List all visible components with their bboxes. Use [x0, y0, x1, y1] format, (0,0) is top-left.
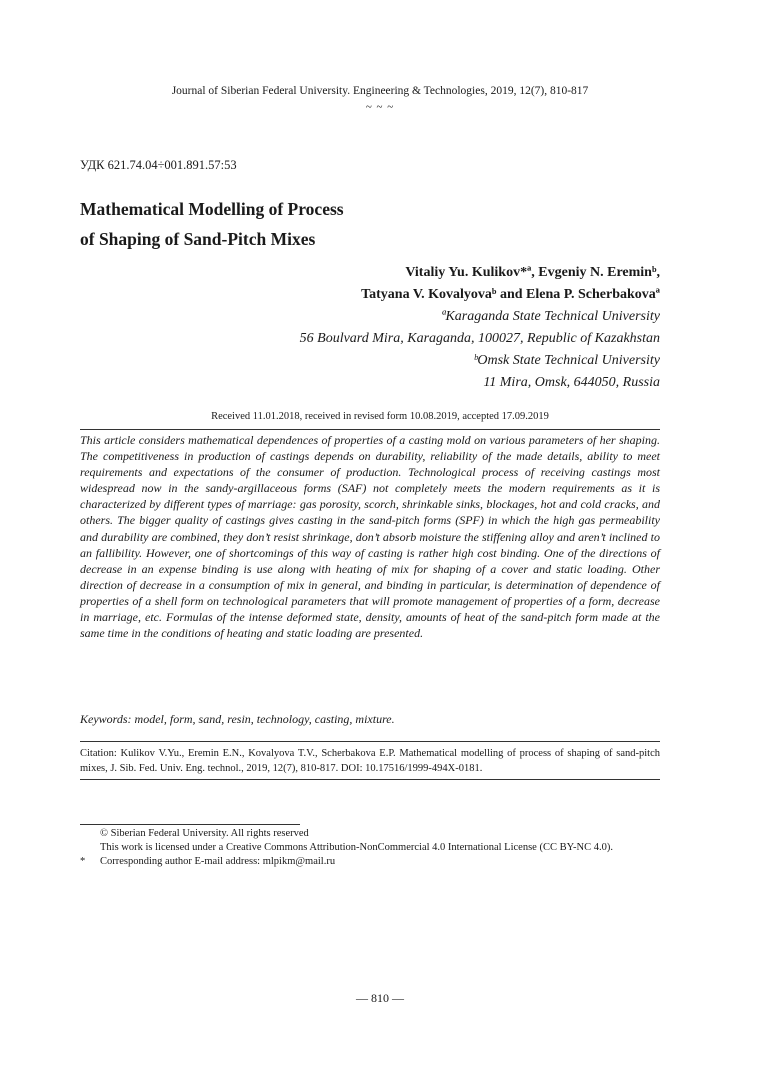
authors-line-2: Tatyana V. Kovalyovaᵇ and Elena P. Scherbakovaª — [361, 287, 660, 302]
footnote-rule — [80, 824, 300, 825]
corresponding-note — [80, 855, 680, 869]
license-text: This work is licensed under a Creative Commons Attribution-NonCommercial 4.0 International License (CC BY-NC 4.0). — [100, 842, 613, 853]
affiliation-line: 56 Boulvard Mira, Karaganda, 100027, Republic of Kazakhstan — [299, 331, 660, 346]
header-separator: ~ ~ ~ — [365, 101, 395, 113]
affiliations — [300, 306, 660, 394]
asterisk-mark: * — [80, 856, 86, 867]
title-line-1: Mathematical Modelling of Process — [80, 199, 344, 219]
authors-line-1: Vitaliy Yu. Kulikov*ª, Evgeniy N. Ereminᵇ, — [405, 265, 660, 280]
journal-header: Journal of Siberian Federal University. Engineering & Technologies, 2019, 12(7), 810-817 — [171, 85, 589, 97]
license-note — [80, 841, 680, 855]
copyright-note — [80, 827, 680, 841]
abstract: This article considers mathematical dependences of properties of a casting mold on various parameters of her shaping. The competitiveness in production of castings depends on durability, reliability of the made details, ability to meet requirements and expectations of the consumer of production. Technological process of receiving castings most widespread now in the sandy-argillaceous forms (SAF) not completely meets the modern requirements as it is characterized by different types of marriage: gas porosity, scorch, shrinkable sinks, blockages, hot and cold cracks, and others. The bigger quality of castings gives casting in the sand-pitch forms (SPF) in which the high gas permeability and durability are combined, they don’t resist shrinkage, don’t absorb moisture the stiffening alloy and aren’t inclined to an fallibility. However, one of shortcomings of this way of casting is rather high cost binding. One of the directions of decrease in an expense binding is use along with heating of mix for shaping of a cover and static loading. Other direction of decrease in a consumption of mix in general, and binding in particular, is determination of dependence of properties of a shell form on technological parameters that will promote management of properties of a form, decrease in marriage, etc. Formulas of the intense deformed state, density, amounts of heat of the sand-pitch form made at the same time in the conditions of heating and static loading are presented. — [80, 433, 660, 641]
paper-title — [80, 194, 344, 254]
page-number: — 810 — — [356, 991, 404, 1005]
keywords: Keywords: model, form, sand, resin, technology, casting, mixture. — [80, 712, 395, 726]
author-list — [361, 262, 660, 306]
citation-bottom-rule — [80, 779, 660, 780]
udk-code: УДК 621.74.04÷001.891.57:53 — [80, 158, 237, 172]
abstract-top-rule — [80, 429, 660, 430]
corresponding-email: Corresponding author E-mail address: mlpikm@mail.ru — [100, 856, 336, 867]
received-dates: Received 11.01.2018, received in revised form 10.08.2019, accepted 17.09.2019 — [211, 411, 549, 422]
title-line-2: of Shaping of Sand-Pitch Mixes — [80, 229, 316, 249]
affiliation-line: ᵇOmsk State Technical University — [473, 353, 660, 368]
citation-top-rule — [80, 741, 660, 742]
copyright-text: © Siberian Federal University. All rights reserved — [100, 828, 309, 839]
affiliation-line: ªKaraganda State Technical University — [441, 309, 660, 324]
affiliation-line: 11 Mira, Omsk, 644050, Russia — [483, 375, 660, 390]
citation: Citation: Kulikov V.Yu., Eremin E.N., Kovalyova T.V., Scherbakova E.P. Mathematical modelling of process of shaping of sand-pitch mixes, J. Sib. Fed. Univ. Eng. technol., 2019, 12(7), 810-817. DOI: 10.17516/1999-494X-0181. — [80, 748, 660, 774]
